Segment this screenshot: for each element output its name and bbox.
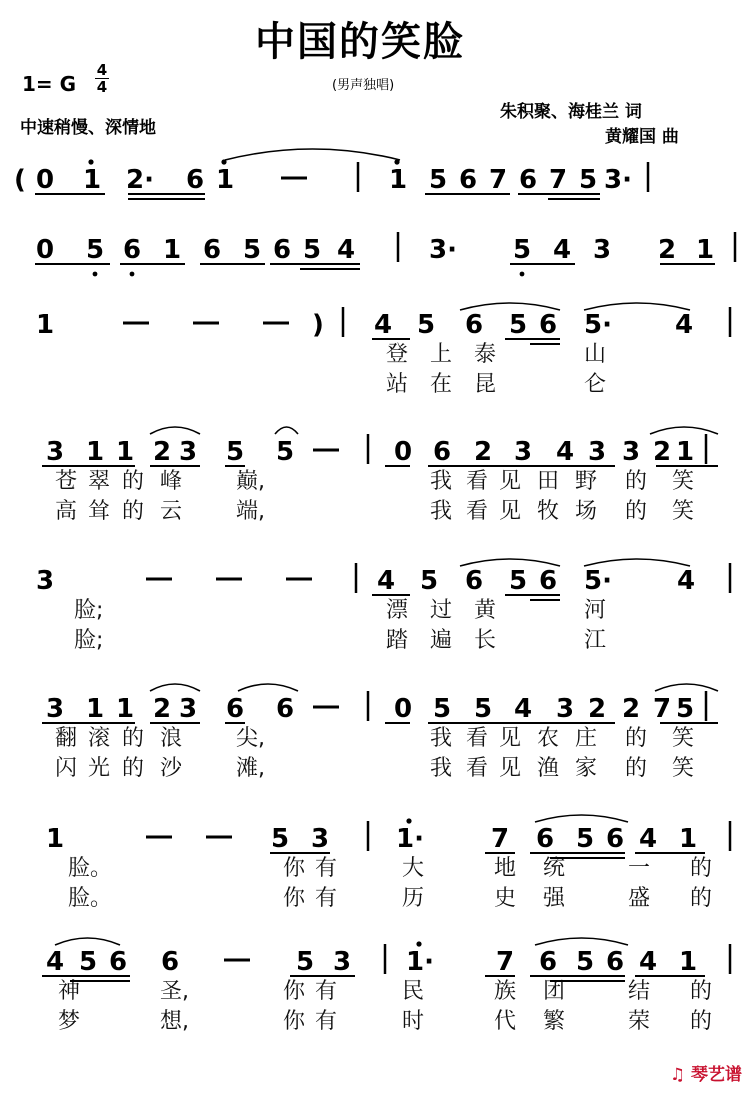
note: 5 xyxy=(508,566,528,596)
note: 2 xyxy=(587,694,607,724)
lyric-syllable: 有 xyxy=(315,856,338,881)
lyric-syllable: 笑 xyxy=(672,756,695,781)
lyric-syllable: 结 xyxy=(628,979,651,1004)
lyric-syllable: 踏 xyxy=(386,628,409,653)
lyric-syllable: 脸。 xyxy=(68,856,113,881)
time-signature-bottom: 4 xyxy=(96,78,108,96)
note: 1 xyxy=(695,235,715,265)
lyric-syllable: 野 xyxy=(575,469,598,494)
note: 6 xyxy=(458,165,478,195)
lyric-syllable: 想, xyxy=(160,1009,189,1034)
lyric-syllable: 的 xyxy=(690,856,713,881)
note: 6 xyxy=(432,437,452,467)
lyric-syllable: 荣 xyxy=(628,1009,651,1034)
lyric-syllable: 昆 xyxy=(474,372,497,397)
note: 5 xyxy=(85,235,105,265)
lyric-syllable: 的 xyxy=(690,1009,713,1034)
note: 6 xyxy=(272,235,292,265)
lyric-syllable: 牧 xyxy=(537,499,560,524)
lyric-syllable: 见 xyxy=(499,756,522,781)
note: 1 xyxy=(388,165,408,195)
note: 1 xyxy=(85,437,105,467)
note: 5 xyxy=(302,235,322,265)
note: 4 xyxy=(676,566,696,596)
lyric-syllable: 光 xyxy=(88,756,111,781)
note: 3 xyxy=(555,694,575,724)
lyric-syllable: 的 xyxy=(122,469,145,494)
lyric-syllable: 脸; xyxy=(74,598,104,623)
low-octave-dot xyxy=(93,272,98,277)
lyric-syllable: 脸。 xyxy=(68,886,113,911)
watermark-text: 琴艺谱 xyxy=(691,1065,742,1085)
note: 5 xyxy=(419,566,439,596)
note: 6 xyxy=(605,947,625,977)
lyric-syllable: 浪 xyxy=(160,726,183,751)
lyric-syllable: 翻 xyxy=(55,726,78,751)
lyric-syllable: 你 xyxy=(283,979,306,1004)
slur xyxy=(460,303,560,310)
lyric-syllable: 的 xyxy=(625,756,648,781)
lyric-syllable: 的 xyxy=(625,469,648,494)
note: 3 xyxy=(310,824,330,854)
lyric-syllable: 高 xyxy=(55,499,78,524)
note: 1 xyxy=(115,694,135,724)
lyric-syllable: 看 xyxy=(466,756,489,781)
note: 3 xyxy=(45,437,65,467)
note: 3 xyxy=(592,235,612,265)
high-octave-dot xyxy=(88,159,93,164)
slur xyxy=(150,684,200,691)
lyric-syllable: 的 xyxy=(690,979,713,1004)
note: 2 xyxy=(621,694,641,724)
lyric-syllable: 我 xyxy=(430,499,453,524)
lyric-syllable: 江 xyxy=(584,628,607,653)
lyric-syllable: 过 xyxy=(430,598,453,623)
note: 2· xyxy=(126,165,154,195)
lyric-syllable: 盛 xyxy=(628,886,651,911)
note: 5 xyxy=(578,165,598,195)
high-octave-dot xyxy=(394,159,399,164)
slur xyxy=(55,938,120,945)
note: 5· xyxy=(584,310,612,340)
slur xyxy=(584,303,690,310)
slur xyxy=(650,427,718,434)
note: 3 xyxy=(587,437,607,467)
note: 1· xyxy=(406,947,434,977)
note: 0 xyxy=(35,165,55,195)
note: 5 xyxy=(575,824,595,854)
watermark-logo xyxy=(670,1060,742,1085)
slur xyxy=(150,427,200,434)
note: 1 xyxy=(35,310,55,340)
lyric-syllable: 渔 xyxy=(537,756,560,781)
lyric-syllable: 端, xyxy=(236,499,265,524)
note: 5 xyxy=(508,310,528,340)
lyric-syllable: 梦 xyxy=(58,1009,81,1034)
lyric-syllable: 你 xyxy=(283,1009,306,1034)
note: 7 xyxy=(495,947,515,977)
low-octave-dot xyxy=(520,272,525,277)
note: 6 xyxy=(122,235,142,265)
note: 5 xyxy=(295,947,315,977)
time-signature xyxy=(95,62,109,95)
slur xyxy=(238,684,298,691)
lyric-syllable: 遍 xyxy=(430,628,453,653)
lyric-syllable: 族 xyxy=(494,979,517,1004)
note: 6 xyxy=(185,165,205,195)
lyric-syllable: 的 xyxy=(122,726,145,751)
note: 5 xyxy=(416,310,436,340)
note: 7 xyxy=(488,165,508,195)
note: 7 xyxy=(652,694,672,724)
note: 7 xyxy=(548,165,568,195)
note: 1 xyxy=(115,437,135,467)
note: 5· xyxy=(584,566,612,596)
lyric-syllable: 站 xyxy=(386,372,409,397)
note: 1 xyxy=(678,947,698,977)
lyric-syllable: 见 xyxy=(499,469,522,494)
lyric-syllable: 沙 xyxy=(160,756,183,781)
note: 5 xyxy=(575,947,595,977)
lyric-syllable: 的 xyxy=(625,726,648,751)
note: 3 xyxy=(178,437,198,467)
note: 6 xyxy=(605,824,625,854)
lyric-syllable: 在 xyxy=(430,372,453,397)
lyric-syllable: 圣, xyxy=(160,979,189,1004)
note: 1 xyxy=(82,165,102,195)
lyric-syllable: 峰 xyxy=(160,469,183,494)
lyric-syllable: 历 xyxy=(402,886,425,911)
lyric-syllable: 强 xyxy=(543,886,566,911)
key-signature: 1= G xyxy=(22,72,77,96)
lyric-syllable: 你 xyxy=(283,886,306,911)
lyric-syllable: 田 xyxy=(537,469,560,494)
lyric-syllable: 时 xyxy=(402,1009,425,1034)
lyric-syllable: 云 xyxy=(160,499,183,524)
lyric-syllable: 看 xyxy=(466,726,489,751)
slur xyxy=(655,684,718,691)
lyric-syllable: 的 xyxy=(122,756,145,781)
lyric-syllable: 巅, xyxy=(236,469,265,494)
lyric-syllable: 长 xyxy=(474,628,497,653)
note: 3 xyxy=(45,694,65,724)
note: 5 xyxy=(432,694,452,724)
note: 6 xyxy=(160,947,180,977)
note: 1 xyxy=(45,824,65,854)
note: 3 xyxy=(513,437,533,467)
note: 5 xyxy=(78,947,98,977)
slur xyxy=(535,815,628,822)
lyric-syllable: 场 xyxy=(575,499,598,524)
lyric-syllable: 笑 xyxy=(672,726,695,751)
lyric-syllable: 一 xyxy=(628,856,651,881)
note: 0 xyxy=(393,437,413,467)
note: 4 xyxy=(638,824,658,854)
tempo-marking: 中速稍慢、深情地 xyxy=(20,118,156,138)
lyric-syllable: 河 xyxy=(584,598,607,623)
lyric-syllable: 滩, xyxy=(236,756,265,781)
lyric-syllable: 团 xyxy=(543,979,566,1004)
note: 5 xyxy=(225,437,245,467)
note: 3 xyxy=(621,437,641,467)
lyricist-credit: 朱积聚、海桂兰 词 xyxy=(500,102,642,122)
note: ( xyxy=(14,165,26,195)
note: 4 xyxy=(45,947,65,977)
lyric-syllable: 史 xyxy=(494,886,517,911)
lyric-syllable: 脸; xyxy=(74,628,104,653)
lyric-syllable: 有 xyxy=(315,1009,338,1034)
lyric-syllable: 仑 xyxy=(584,372,607,397)
slur xyxy=(584,559,690,566)
lyric-syllable: 大 xyxy=(402,856,425,881)
subtitle: (男声独唱) xyxy=(332,78,395,93)
lyric-syllable: 农 xyxy=(537,726,560,751)
lyric-syllable: 笑 xyxy=(672,499,695,524)
note: 2 xyxy=(657,235,677,265)
lyric-syllable: 家 xyxy=(575,756,598,781)
lyric-syllable: 翠 xyxy=(88,469,111,494)
lyric-syllable: 有 xyxy=(315,886,338,911)
lyric-syllable: 泰 xyxy=(474,342,497,367)
note: 6 xyxy=(538,310,558,340)
note: 6 xyxy=(518,165,538,195)
note: 6 xyxy=(225,694,245,724)
slur xyxy=(275,427,298,434)
lyric-syllable: 见 xyxy=(499,499,522,524)
note: 5 xyxy=(512,235,532,265)
lyric-syllable: 的 xyxy=(690,886,713,911)
note: 4 xyxy=(336,235,356,265)
note: 3 xyxy=(178,694,198,724)
note: 1· xyxy=(396,824,424,854)
note: 5 xyxy=(270,824,290,854)
lyric-syllable: 笑 xyxy=(672,469,695,494)
note: 4 xyxy=(513,694,533,724)
note: 3 xyxy=(332,947,352,977)
lyric-syllable: 耸 xyxy=(88,499,111,524)
note: 4 xyxy=(674,310,694,340)
lyric-syllable: 神 xyxy=(58,979,81,1004)
lyric-syllable: 闪 xyxy=(55,756,78,781)
note: 4 xyxy=(376,566,396,596)
note: 4 xyxy=(555,437,575,467)
note: 1 xyxy=(678,824,698,854)
note: 4 xyxy=(373,310,393,340)
lyric-syllable: 的 xyxy=(122,499,145,524)
lyric-syllable: 我 xyxy=(430,756,453,781)
note: 6 xyxy=(275,694,295,724)
lyric-syllable: 滚 xyxy=(88,726,111,751)
note: 1 xyxy=(162,235,182,265)
composer-credit: 黄耀国 曲 xyxy=(605,127,679,147)
lyric-syllable: 苍 xyxy=(55,469,78,494)
slur xyxy=(225,149,400,160)
note: 2 xyxy=(152,437,172,467)
slur xyxy=(460,559,560,566)
note: 4 xyxy=(552,235,572,265)
lyric-syllable: 代 xyxy=(494,1009,517,1034)
lyric-syllable: 山 xyxy=(584,342,607,367)
lyric-syllable: 看 xyxy=(466,499,489,524)
page-title: 中国的笑脸 xyxy=(255,19,465,65)
note: 5 xyxy=(242,235,262,265)
lyric-syllable: 登 xyxy=(386,342,409,367)
note: 3 xyxy=(35,566,55,596)
note: 5 xyxy=(675,694,695,724)
lyric-syllable: 统 xyxy=(543,856,566,881)
lyric-syllable: 的 xyxy=(625,499,648,524)
note: 6 xyxy=(538,947,558,977)
note: 3· xyxy=(429,235,457,265)
lyric-syllable: 我 xyxy=(430,726,453,751)
note: ) xyxy=(312,310,324,340)
lyric-syllable: 漂 xyxy=(386,598,409,623)
note: 4 xyxy=(638,947,658,977)
lyric-syllable: 上 xyxy=(430,342,453,367)
note: 6 xyxy=(538,566,558,596)
lyric-syllable: 我 xyxy=(430,469,453,494)
note: 2 xyxy=(473,437,493,467)
note: 1 xyxy=(675,437,695,467)
logo-icon: ♫ xyxy=(669,1065,686,1085)
note: 3· xyxy=(604,165,632,195)
slur xyxy=(535,938,628,945)
note: 7 xyxy=(490,824,510,854)
lyric-syllable: 地 xyxy=(494,856,517,881)
note: 6 xyxy=(202,235,222,265)
note: 6 xyxy=(464,310,484,340)
lyric-syllable: 黄 xyxy=(474,598,497,623)
note: 2 xyxy=(152,694,172,724)
note: 0 xyxy=(35,235,55,265)
note: 0 xyxy=(393,694,413,724)
note: 6 xyxy=(535,824,555,854)
note: 1 xyxy=(215,165,235,195)
note: 5 xyxy=(275,437,295,467)
lyric-syllable: 庄 xyxy=(575,726,598,751)
lyric-syllable: 有 xyxy=(315,979,338,1004)
lyric-syllable: 民 xyxy=(402,979,425,1004)
note: 6 xyxy=(464,566,484,596)
lyric-syllable: 见 xyxy=(499,726,522,751)
high-octave-dot xyxy=(416,941,421,946)
lyric-syllable: 繁 xyxy=(543,1009,566,1034)
lyric-syllable: 你 xyxy=(283,856,306,881)
note: 5 xyxy=(473,694,493,724)
low-octave-dot xyxy=(130,272,135,277)
lyric-syllable: 看 xyxy=(466,469,489,494)
note: 5 xyxy=(428,165,448,195)
note: 1 xyxy=(85,694,105,724)
time-signature-top: 4 xyxy=(96,61,108,79)
high-octave-dot xyxy=(221,159,226,164)
note: 6 xyxy=(108,947,128,977)
note: 2 xyxy=(652,437,672,467)
lyric-syllable: 尖, xyxy=(236,726,265,751)
high-octave-dot xyxy=(406,818,411,823)
